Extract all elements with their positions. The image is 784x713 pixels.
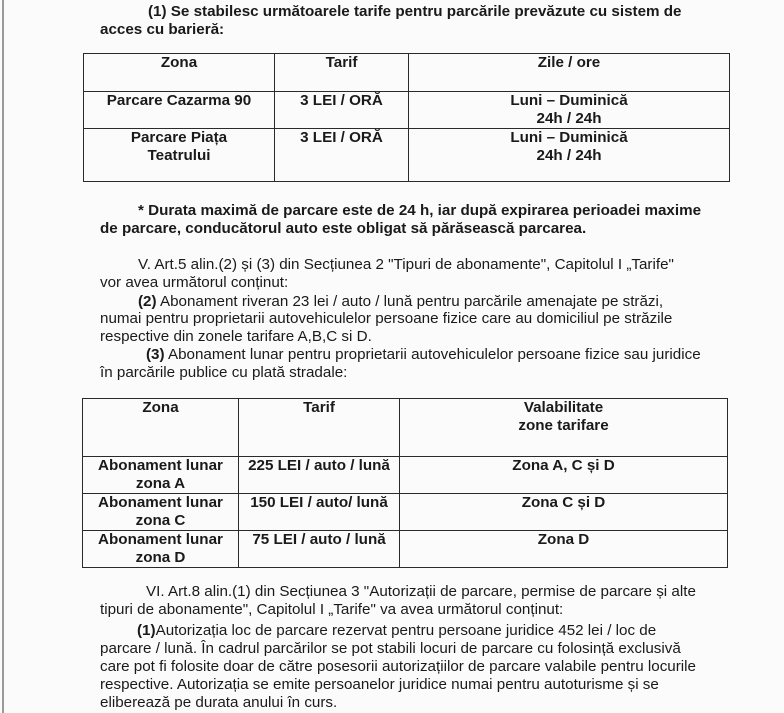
note-line2: de parcare, conducătorul auto este obligat să părăsească parcarea.: [100, 220, 587, 237]
column-header-zona: Zona: [83, 399, 239, 457]
art5-p2-line2: numai pentru proprietarii autovehiculelor persoane fizice care au domiciliul pe străzile: [100, 310, 673, 327]
art8-p1-line4: respective. Autorizația se emite persoanelor juridice numai pentru autoturisme și se: [100, 676, 659, 693]
art8-p1-line1: (1)Autorizația loc de parcare rezervat pentru persoane juridice 452 lei / loc de: [137, 622, 657, 639]
table-row: [84, 129, 730, 182]
section-1-line1: (1) Se stabilesc următoarele tarife pentru parcările prevăzute cu sistem de: [148, 3, 682, 20]
table-header-row: [84, 54, 730, 92]
table-row: [83, 494, 728, 531]
table-row: [84, 92, 730, 129]
table-header-row: [83, 399, 728, 457]
note-line1: * Durata maximă de parcare este de 24 h, iar după expirarea perioadei maxime: [138, 202, 702, 219]
monthly-subscription-table: [82, 398, 728, 568]
column-header-zile-ore: Zile / ore: [409, 54, 730, 92]
cell-zona: Parcare Piața Teatrului: [84, 129, 275, 182]
table-row: [83, 531, 728, 568]
cell-zona: Abonament lunar zona A: [83, 457, 239, 494]
cell-zona: Abonament lunar zona D: [83, 531, 239, 568]
section-1-line2: acces cu barieră:: [100, 21, 225, 38]
art5-line1: V. Art.5 alin.(2) și (3) din Secțiunea 2 "Tipuri de abonamente", Capitolul I „Tarife": [138, 256, 674, 273]
cell-zona: Parcare Cazarma 90: [84, 92, 275, 129]
cell-tarif: 3 LEI / ORĂ: [275, 129, 409, 182]
cell-zile-ore: Luni – Duminică 24h / 24h: [409, 92, 730, 129]
column-header-tarif: Tarif: [275, 54, 409, 92]
cell-tarif: 75 LEI / auto / lună: [239, 531, 400, 568]
cell-tarif: 150 LEI / auto/ lună: [239, 494, 400, 531]
table-row: [83, 457, 728, 494]
barrier-parking-tariff-table: [83, 53, 730, 182]
art5-p2-line3: respective din zonele tarifare A,B,C si D.: [100, 328, 372, 345]
column-header-valabilitate: Valabilitate zone tarifare: [400, 399, 728, 457]
cell-zona: Abonament lunar zona C: [83, 494, 239, 531]
art8-p1-line2: parcare / lună. În cadrul parcărilor se pot stabili locuri de parcare cu folosință exclusivă: [100, 640, 681, 657]
cell-valabilitate: Zona D: [400, 531, 728, 568]
cell-tarif: 225 LEI / auto / lună: [239, 457, 400, 494]
cell-valabilitate: Zona A, C și D: [400, 457, 728, 494]
art5-p2-line1: (2) Abonament riveran 23 lei / auto / lună pentru parcările amenajate pe străzi,: [138, 293, 664, 310]
cell-zile-ore: Luni – Duminică 24h / 24h: [409, 129, 730, 182]
cell-valabilitate: Zona C și D: [400, 494, 728, 531]
art8-p1-line3: care pot fi folosite doar de către posesorii autorizațiilor de parcare valabile pentru locurile: [100, 658, 697, 675]
page-edge: [2, 0, 4, 713]
column-header-tarif: Tarif: [239, 399, 400, 457]
art8-line1: VI. Art.8 alin.(1) din Secțiunea 3 "Autorizații de parcare, permise de parcare și alte: [146, 583, 696, 600]
art5-line2: vor avea următorul conținut:: [100, 274, 289, 291]
art5-p3-line2: în parcările publice cu plată stradale:: [100, 364, 348, 381]
cell-tarif: 3 LEI / ORĂ: [275, 92, 409, 129]
art8-line2: tipuri de abonamente", Capitolul I „Tarife" va avea următorul conținut:: [100, 601, 564, 618]
art5-p3-line1: (3) Abonament lunar pentru proprietarii autovehiculelor persoane fizice sau juridice: [146, 346, 701, 363]
column-header-zona: Zona: [84, 54, 275, 92]
art8-p1-line5: eliberează pe durata anului în curs.: [100, 694, 338, 711]
